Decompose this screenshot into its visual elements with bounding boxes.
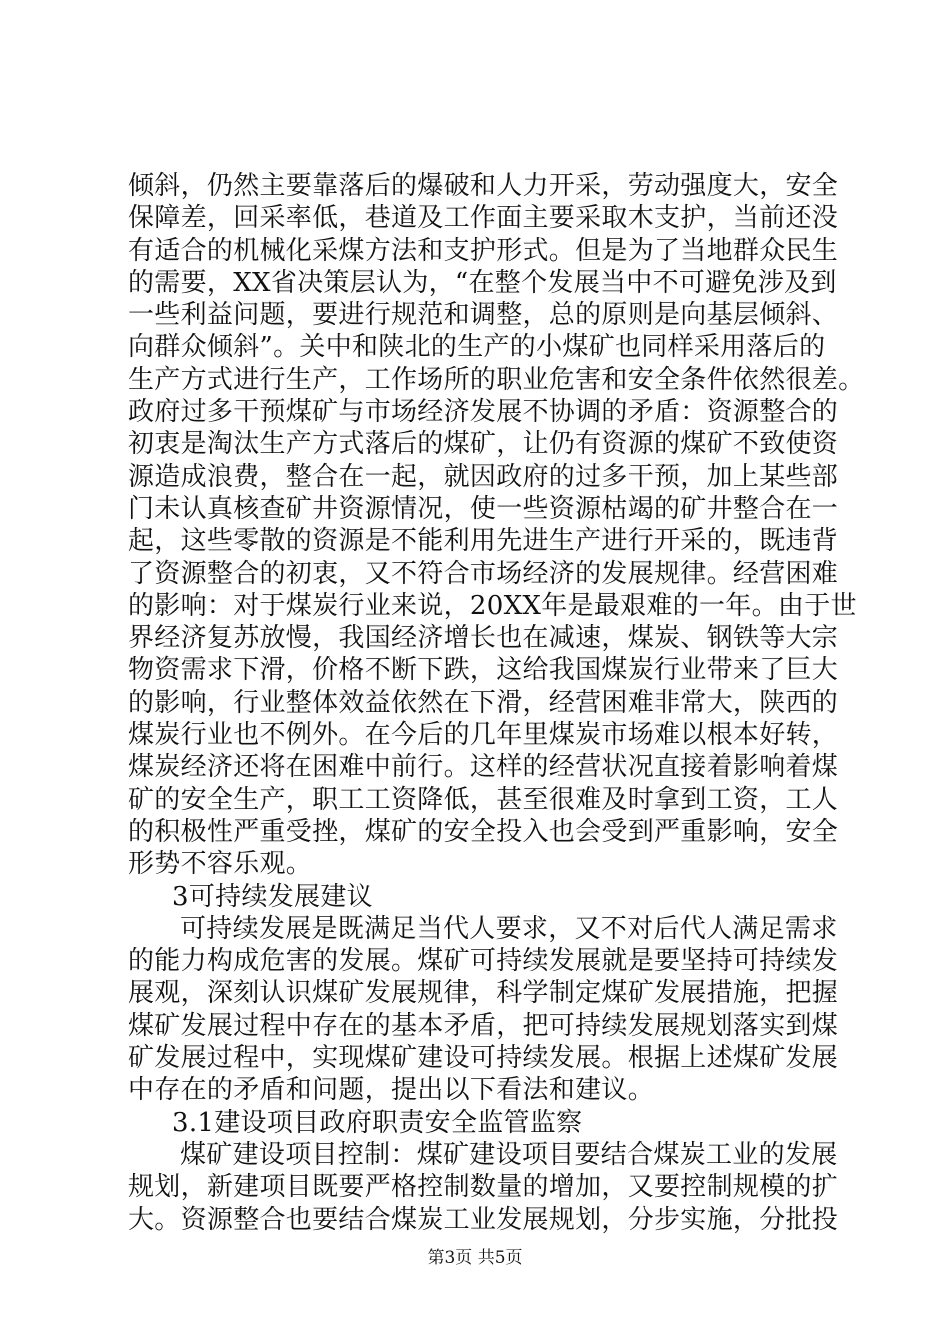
text-line: 界经济复苏放慢，我国经济增长也在减速，煤炭、钢铁等大宗: [128, 623, 839, 654]
text-line: 的能力构成危害的发展。煤矿可持续发展就是要坚持可持续发: [128, 946, 839, 977]
text-line: 煤矿发展过程中存在的基本矛盾，把可持续发展规划落实到煤: [128, 1010, 839, 1041]
text-line: 的积极性严重受挫，煤矿的安全投入也会受到严重影响，安全: [128, 816, 839, 847]
text-line: 大。资源整合也要结合煤炭工业发展规划，分步实施，分批投: [128, 1204, 839, 1235]
text-line: 物资需求下滑，价格不断下跌，这给我国煤炭行业带来了巨大: [128, 655, 839, 686]
text-line: 一些利益问题，要进行规范和调整，总的原则是向基层倾斜、: [128, 300, 839, 331]
text-line: 可持续发展是既满足当代人要求，又不对后代人满足需求: [180, 913, 838, 944]
text-line: 政府过多干预煤矿与市场经济发展不协调的矛盾：资源整合的: [128, 397, 839, 428]
text-line: 保障差，回采率低，巷道及工作面主要采取木支护，当前还没: [128, 203, 839, 234]
text-line: 有适合的机械化采煤方法和支护形式。但是为了当地群众民生: [128, 235, 839, 266]
section-heading-3-1: 3.1建设项目政府职责安全监管监察: [172, 1107, 583, 1138]
section-heading-3: 3可持续发展建议: [172, 881, 373, 912]
text-line: 煤矿建设项目控制：煤矿建设项目要结合煤炭工业的发展: [180, 1139, 838, 1170]
text-line: 初衷是淘汰生产方式落后的煤矿，让仍有资源的煤矿不致使资: [128, 429, 839, 460]
text-line: 矿发展过程中，实现煤矿建设可持续发展。根据上述煤矿发展: [128, 1043, 839, 1074]
text-line: 的需要，XX省决策层认为，“在整个发展当中不可避免涉及到: [128, 267, 837, 298]
text-line: 规划，新建项目既要严格控制数量的增加，又要控制规模的扩: [128, 1172, 839, 1203]
text-line: 门未认真核查矿井资源情况，使一些资源枯竭的矿井整合在一: [128, 493, 839, 524]
document-body: [128, 170, 865, 1236]
text-line: 煤炭经济还将在困难中前行。这样的经营状况直接着影响着煤: [128, 752, 839, 783]
text-line: 起，这些零散的资源是不能利用先进生产进行开采的，既违背: [128, 526, 839, 557]
text-line: 生产方式进行生产，工作场所的职业危害和安全条件依然很差。: [128, 364, 865, 395]
text-line: 煤炭行业也不例外。在今后的几年里煤炭市场难以根本好转，: [128, 720, 839, 751]
text-line: 的影响，行业整体效益依然在下滑，经营困难非常大，陕西的: [128, 687, 839, 718]
text-line: 矿的安全生产，职工工资降低，甚至很难及时拿到工资，工人: [128, 784, 839, 815]
text-line: 向群众倾斜”。关中和陕北的生产的小煤矿也同样采用落后的: [128, 332, 826, 363]
text-line: 展观，深刻认识煤矿发展规律，科学制定煤矿发展措施，把握: [128, 978, 839, 1009]
text-line: 形势不容乐观。: [128, 849, 313, 880]
text-line: 中存在的矛盾和问题，提出以下看法和建议。: [128, 1075, 655, 1106]
text-line: 了资源整合的初衷，又不符合市场经济的发展规律。经营困难: [128, 558, 839, 589]
text-line: 源造成浪费，整合在一起，就因政府的过多干预，加上某些部: [128, 461, 839, 492]
text-line: 倾斜，仍然主要靠落后的爆破和人力开采，劳动强度大，安全: [128, 171, 839, 201]
text-line: 的影响：对于煤炭行业来说，20XX年是最艰难的一年。由于世: [128, 590, 857, 621]
page-footer: 第3页 共5页: [427, 1248, 523, 1268]
